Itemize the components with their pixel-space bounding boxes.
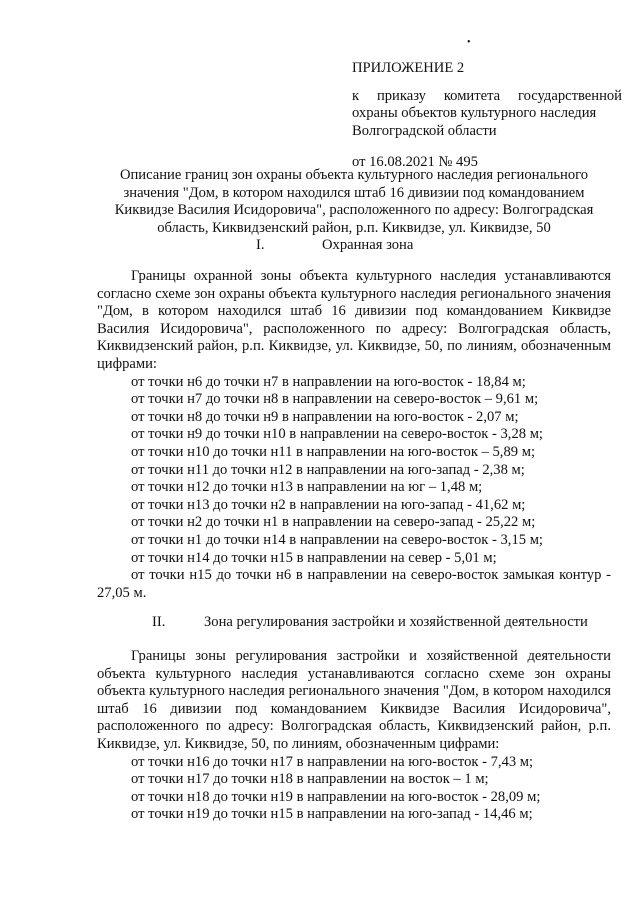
- appendix-line-3: Волгоградской области: [352, 122, 497, 139]
- boundary-line: от точки н6 до точки н7 в направлении на юго-восток - 18,84 м;: [131, 373, 526, 390]
- boundary-line: от точки н13 до точки н2 в направлении на юго-запад - 41,62 м;: [131, 496, 526, 513]
- title-line-1: Описание границ зон охраны объекта культурного наследия регионального: [119, 167, 589, 183]
- section-1-lines: [97, 374, 611, 568]
- section-2-lines: [97, 754, 611, 824]
- boundary-line: от точки н18 до точки н19 в направлении на юго-восток - 28,09 м;: [131, 788, 541, 805]
- appendix-line-2: охраны объектов культурного наследия: [352, 105, 597, 122]
- document-title: [95, 167, 613, 237]
- section-1-label: Охранная зона: [322, 237, 414, 253]
- appendix-title: ПРИЛОЖЕНИЕ 2: [352, 60, 465, 76]
- boundary-line: от точки н1 до точки н14 в направлении на северо-восток - 3,15 м;: [131, 531, 543, 548]
- section-1-body: [97, 268, 611, 602]
- boundary-line: от точки н19 до точки н15 в направлении на юго-запад - 14,46 м;: [131, 806, 533, 823]
- boundary-line: от точки н17 до точки н18 в направлении на восток – 1 м;: [131, 771, 489, 788]
- boundary-line: от точки н12 до точки н13 в направлении на юг – 1,48 м;: [131, 479, 483, 496]
- title-line-2: значения "Дом, в котором находился штаб 16 дивизии под командованием: [123, 184, 585, 201]
- boundary-line: от точки н16 до точки н17 в направлении на юго-восток - 7,43 м;: [131, 753, 534, 770]
- appendix-header: [352, 60, 622, 172]
- section-2-heading: [152, 614, 588, 632]
- boundary-line: от точки н10 до точки н11 в направлении на юго-восток – 5,89 м;: [131, 443, 535, 460]
- section-1-heading: [256, 237, 413, 255]
- appendix-line-1: к приказу комитета государственной: [352, 87, 622, 104]
- section-1-intro: Границы охранной зоны объекта культурного наследия устанавливаются согласно схеме зон охраны объекта культурного наследия регионального значения "Дом, в котором находился штаб 16 дивизии под командованием Киквидзе Василия Исидоровича", расположенного по адресу: Волгоградская область, Киквидзенский район, р.п. Киквидзе, ул. Киквидзе, 50, по линиям, обозначенным цифрами:: [97, 268, 611, 372]
- section-2-body: [97, 648, 611, 824]
- boundary-line: от точки н14 до точки н15 в направлении на север - 5,01 м;: [131, 549, 497, 566]
- boundary-line: от точки н2 до точки н1 в направлении на северо-запад - 25,22 м;: [131, 514, 536, 531]
- page-dot-mark: •: [467, 37, 471, 48]
- section-2-number: II.: [152, 614, 166, 630]
- boundary-line: от точки н11 до точки н12 в направлении на юго-запад - 2,38 м;: [131, 461, 525, 478]
- boundary-line: от точки н7 до точки н8 в направлении на северо-восток – 9,61 м;: [131, 391, 539, 408]
- section-2-intro: Границы зоны регулирования застройки и хозяйственной деятельности объекта культурного наследия устанавливаются согласно схеме зон охраны объекта культурного наследия регионального значения "Дом, в котором находился штаб 16 дивизии под командованием Киквидзе Василия Исидоровича", расположенного по адресу: Волгоградская область, Киквидзенский район, р.п. Киквидзе, ул. Киквидзе, 50, по линиям, обозначенным цифрами:: [97, 648, 611, 752]
- appendix-order: от 16.08.2021 № 495: [352, 154, 478, 171]
- title-line-4: область, Киквидзенский район, р.п. Киквидзе, ул. Киквидзе, 50: [157, 219, 551, 236]
- title-line-3: Киквидзе Василия Исидоровича", расположенного по адресу: Волгоградская: [114, 202, 594, 219]
- section-1-number: I.: [256, 237, 265, 253]
- boundary-line: от точки н9 до точки н10 в направлении на северо-восток - 3,28 м;: [131, 426, 543, 443]
- section-2-label: Зона регулирования застройки и хозяйственной деятельности: [204, 614, 588, 630]
- boundary-line: от точки н8 до точки н9 в направлении на юго-восток - 2,07 м;: [131, 408, 519, 425]
- section-1-closing: от точки н15 до точки н6 в направлении на северо-восток замыкая контур - 27,05 м.: [97, 567, 611, 601]
